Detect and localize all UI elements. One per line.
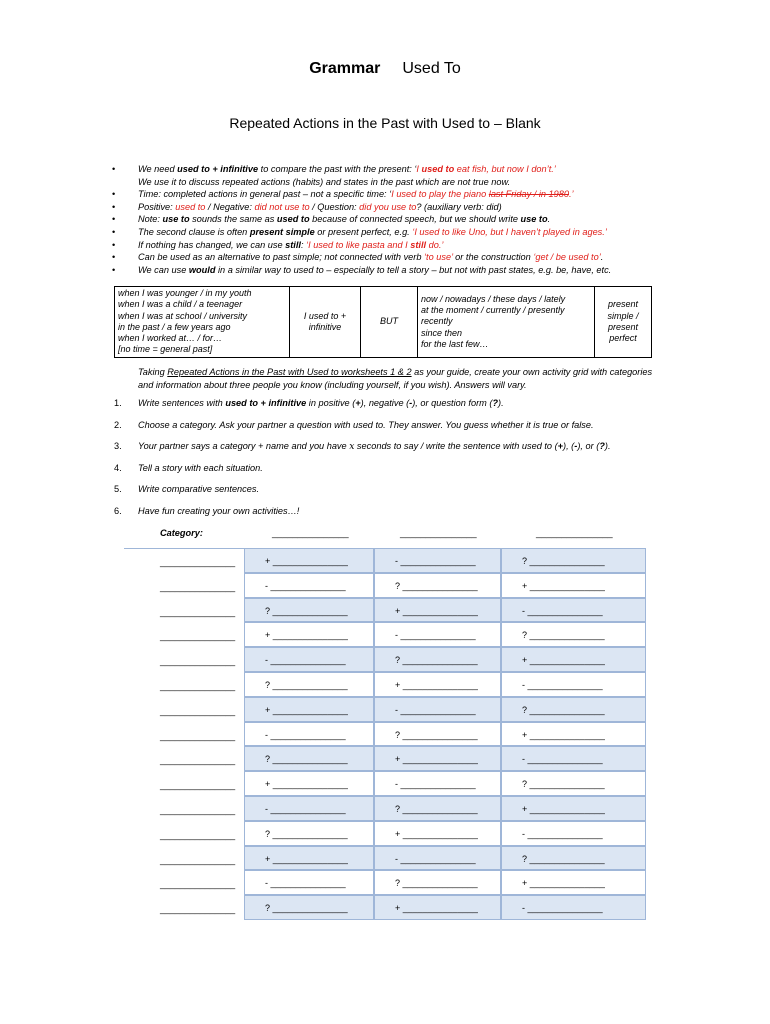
grid-cell[interactable] <box>244 870 374 895</box>
step-segment: Write sentences with <box>138 398 226 408</box>
grid-cell[interactable] <box>374 622 501 647</box>
present-tense-text: simple / <box>607 310 639 321</box>
rule-item <box>112 264 682 277</box>
rule-item <box>112 176 682 189</box>
answer-blank: ? _______________ <box>395 655 478 666</box>
bullet-icon: • <box>112 164 116 174</box>
grid-cell[interactable] <box>501 746 646 771</box>
grid-cell[interactable] <box>374 548 501 573</box>
step-segment: - <box>409 398 413 408</box>
grid-row <box>124 598 646 623</box>
steps-list <box>114 398 674 527</box>
step-segment: in positive ( <box>306 398 356 408</box>
used-to-text: infinitive <box>308 321 342 332</box>
grid-cell[interactable] <box>374 647 501 672</box>
page-subtitle: Repeated Actions in the Past with Used to – Blank <box>229 115 541 131</box>
bullet-icon: • <box>112 239 116 250</box>
grid-cell[interactable] <box>374 771 501 796</box>
rule-item <box>112 201 682 214</box>
past-expressions-cell <box>115 287 290 358</box>
grid-row <box>124 870 646 895</box>
present-tense-text: perfect <box>609 333 637 344</box>
grid-cell[interactable] <box>501 846 646 871</box>
answer-blank: ? _______________ <box>522 853 605 864</box>
present-expression: recently <box>421 316 453 327</box>
past-expression: when I was younger / in my youth <box>118 288 252 298</box>
grid-cell[interactable] <box>501 895 646 920</box>
grid-cell[interactable] <box>501 722 646 747</box>
step-item <box>114 441 674 463</box>
grid-cell[interactable] <box>374 796 501 821</box>
step-segment: - <box>574 441 578 451</box>
answer-blank: - _______________ <box>522 605 603 616</box>
rule-item <box>112 163 682 176</box>
rule-segment: still <box>410 239 427 250</box>
answer-blank: + _______________ <box>265 779 348 790</box>
rule-segment: or <box>314 226 328 237</box>
note-text-a: Taking <box>138 367 168 377</box>
answer-blank: + _______________ <box>265 704 348 715</box>
used-to-text: I used to + <box>303 310 347 321</box>
grid-cell[interactable] <box>244 622 374 647</box>
step-segment: ), negative ( <box>360 398 410 408</box>
rule-segment: .’ <box>568 189 574 200</box>
category-blank-1: _______________ <box>272 528 349 538</box>
grid-cell[interactable] <box>244 573 374 598</box>
answer-blank: - _______________ <box>522 903 603 914</box>
grid-cell[interactable] <box>244 548 374 573</box>
step-segment: ), ( <box>563 441 575 451</box>
rule-segment: used to <box>276 214 310 225</box>
grid-cell[interactable] <box>244 895 374 920</box>
answer-blank: - _______________ <box>265 878 346 889</box>
rule-segment: ‘to use’ <box>424 252 453 263</box>
answer-blank: - _______________ <box>265 580 346 591</box>
answer-blank: + _______________ <box>395 828 478 839</box>
activity-grid <box>124 548 646 920</box>
rule-segment: eat fish, but now I don’t.’ <box>454 164 556 174</box>
step-number: 3. <box>114 441 122 451</box>
person-name-blank[interactable]: _______________ <box>160 581 236 592</box>
grid-row <box>124 746 646 771</box>
rule-segment: use to <box>520 214 548 225</box>
rule-segment: . <box>547 214 551 225</box>
rule-segment: used to <box>175 201 206 212</box>
present-expressions-cell <box>418 287 595 358</box>
past-expression: when I worked at… / for… <box>118 333 223 344</box>
answer-blank: ? _______________ <box>265 605 348 616</box>
answer-blank: + _______________ <box>395 754 478 765</box>
present-tense-text: present <box>607 299 639 310</box>
person-name-blank[interactable]: _______________ <box>160 854 236 865</box>
person-name-blank[interactable]: _______________ <box>160 705 236 716</box>
grid-row <box>124 573 646 598</box>
answer-blank: ? _______________ <box>395 803 478 814</box>
answer-blank: ? _______________ <box>265 828 348 839</box>
grid-cell[interactable] <box>374 846 501 871</box>
rule-segment: would <box>188 264 216 275</box>
step-segment: Write comparative sentences. <box>138 484 260 494</box>
grid-cell[interactable] <box>374 821 501 846</box>
rule-segment: in a similar way to used to – especially to tell a story – but not with past states, e.g. be, have, etc. <box>215 264 612 275</box>
answer-blank: ? _______________ <box>395 580 478 591</box>
past-expression: [no time = general past] <box>118 344 213 355</box>
step-segment: ), or ( <box>577 441 600 451</box>
rule-segment: We can use <box>138 264 189 275</box>
rule-segment: Note: <box>138 214 163 225</box>
step-number: 2. <box>114 419 122 430</box>
answer-blank: + _______________ <box>395 679 478 690</box>
answer-blank: - _______________ <box>395 853 476 864</box>
rule-segment: do.’ <box>426 239 444 250</box>
grid-cell[interactable] <box>374 895 501 920</box>
grid-cell[interactable] <box>244 598 374 623</box>
answer-blank: ? _______________ <box>265 679 348 690</box>
rule-segment: ‘I used to like pasta and I <box>306 239 411 250</box>
step-number: 1. <box>114 398 122 408</box>
person-name-blank[interactable]: _______________ <box>160 656 236 667</box>
time-expressions-table <box>114 286 652 358</box>
rule-item <box>112 188 682 201</box>
rule-item <box>112 239 682 252</box>
rule-segment: or the construction <box>452 252 534 263</box>
answer-blank: - _______________ <box>265 803 346 814</box>
grid-cell[interactable] <box>244 846 374 871</box>
grid-row <box>124 672 646 697</box>
present-expression: at the moment / currently / presently <box>421 304 565 315</box>
person-name-blank[interactable]: _______________ <box>160 606 236 617</box>
answer-blank: ? _______________ <box>395 878 478 889</box>
rule-segment: still <box>285 239 301 250</box>
rule-segment: Time: completed actions in general past – not a specific time: ‘ <box>138 189 392 200</box>
grid-cell[interactable] <box>501 573 646 598</box>
grid-cell[interactable] <box>244 796 374 821</box>
step-segment: x <box>349 441 355 452</box>
present-expression: for the last few… <box>421 338 489 349</box>
step-segment: + <box>355 398 361 408</box>
grid-row <box>124 771 646 796</box>
step-item <box>114 420 674 442</box>
category-header <box>160 528 630 538</box>
step-segment: ? <box>492 398 499 408</box>
rule-segment: I used to play the piano <box>391 189 489 200</box>
step-segment: Tell a story with each situation. <box>138 462 263 473</box>
answer-blank: ? _______________ <box>522 630 605 641</box>
grid-cell[interactable] <box>501 548 646 573</box>
worksheets-reference: Repeated Actions in the Past with Used to worksheets 1 & 2 <box>167 367 412 377</box>
answer-blank: ? _______________ <box>522 556 605 566</box>
answer-blank: + _______________ <box>522 878 605 889</box>
grid-row <box>124 722 646 747</box>
answer-blank: + _______________ <box>522 803 605 814</box>
grid-cell[interactable] <box>244 771 374 796</box>
rule-segment: ? (auxiliary verb: did) <box>416 201 502 212</box>
but-cell: BUT <box>361 287 418 358</box>
rule-segment: , e.g. <box>389 226 413 237</box>
grid-row <box>124 622 646 647</box>
grid-row <box>124 895 646 920</box>
grid-cell[interactable] <box>501 598 646 623</box>
grid-cell[interactable] <box>501 870 646 895</box>
grid-cell[interactable] <box>501 672 646 697</box>
grid-cell[interactable] <box>244 672 374 697</box>
answer-blank: - _______________ <box>265 729 346 740</box>
rule-segment: because of connected speech, but we should write <box>309 214 521 225</box>
grid-cell[interactable] <box>374 722 501 747</box>
present-tense-text: present <box>607 321 639 332</box>
category-label: Category: <box>160 528 203 538</box>
answer-blank: ? _______________ <box>265 903 348 914</box>
title-grammar: Grammar <box>309 60 381 77</box>
step-item <box>114 463 674 485</box>
grid-cell[interactable] <box>244 697 374 722</box>
used-to-infinitive-cell <box>290 287 361 358</box>
grid-cell[interactable] <box>244 722 374 747</box>
grid-row <box>124 647 646 672</box>
grid-cell[interactable] <box>374 672 501 697</box>
person-name-blank[interactable]: _______________ <box>160 755 236 766</box>
person-name-blank[interactable]: _______________ <box>160 730 236 741</box>
grid-cell[interactable] <box>244 821 374 846</box>
rule-segment: / Question: <box>309 201 360 212</box>
rule-segment: ‘get / be used to’ <box>533 252 601 263</box>
step-segment: ? <box>599 441 605 451</box>
bullet-icon: • <box>112 189 116 200</box>
rule-segment: did not use to <box>254 201 310 212</box>
past-expression: when I was at school / university <box>118 310 248 321</box>
step-segment: ). <box>498 398 504 408</box>
rule-segment: used to <box>421 164 455 174</box>
step-segment: ), or question form ( <box>412 398 493 408</box>
rule-segment: The second clause is often <box>138 226 250 237</box>
grid-cell[interactable] <box>374 598 501 623</box>
answer-blank: + _______________ <box>522 655 605 666</box>
answer-blank: - _______________ <box>522 828 603 839</box>
rule-segment: Can be used as an alternative to past simple; not connected with verb <box>138 252 425 263</box>
answer-blank: - _______________ <box>395 779 476 790</box>
step-number: 4. <box>114 462 122 473</box>
bullet-icon: • <box>112 252 116 263</box>
grid-cell[interactable] <box>501 697 646 722</box>
grid-cell[interactable] <box>374 870 501 895</box>
person-name-blank[interactable]: _______________ <box>160 904 236 915</box>
person-name-blank[interactable]: _______________ <box>160 631 236 642</box>
answer-blank: + _______________ <box>265 556 348 566</box>
grid-cell[interactable] <box>374 746 501 771</box>
rule-segment: present perfect <box>328 226 390 237</box>
page-title <box>0 60 770 78</box>
rule-segment: use to <box>162 214 190 225</box>
grid-cell[interactable] <box>501 771 646 796</box>
bullet-icon: • <box>112 214 116 225</box>
person-name-blank[interactable]: _______________ <box>160 879 236 890</box>
step-segment: used to + infinitive <box>225 398 307 408</box>
step-number: 5. <box>114 484 122 494</box>
grid-cell[interactable] <box>501 821 646 846</box>
grid-cell[interactable] <box>501 647 646 672</box>
step-segment: seconds to say / write the sentence with used to ( <box>354 441 558 451</box>
rule-item <box>112 213 682 226</box>
grid-cell[interactable] <box>244 746 374 771</box>
answer-blank: ? _______________ <box>395 729 478 740</box>
rule-segment: If nothing has changed, we can use <box>138 239 286 250</box>
step-segment: + <box>557 441 564 451</box>
answer-blank: + _______________ <box>395 903 478 914</box>
step-item <box>114 484 674 506</box>
answer-blank: + _______________ <box>265 853 348 864</box>
instructions-note <box>138 366 658 391</box>
person-name-blank[interactable]: _______________ <box>160 780 236 791</box>
rule-segment: / Negative: <box>205 201 255 212</box>
answer-blank: ? _______________ <box>522 704 605 715</box>
bullet-icon: • <box>112 264 116 275</box>
answer-blank: ? _______________ <box>522 779 605 790</box>
rule-item <box>112 251 682 264</box>
step-item <box>114 506 674 528</box>
rule-segment: Positive: <box>138 201 176 212</box>
rule-segment: : <box>300 239 307 250</box>
person-name-blank[interactable]: _______________ <box>160 829 236 840</box>
grid-cell[interactable] <box>501 796 646 821</box>
answer-blank: ? _______________ <box>265 754 348 765</box>
step-segment: Your partner says a category + name and you have <box>138 441 350 451</box>
rule-segment: used to + infinitive <box>177 164 259 174</box>
step-number: 6. <box>114 505 122 516</box>
person-name-blank[interactable]: _______________ <box>160 804 236 815</box>
rule-segment: present simple <box>249 226 315 237</box>
answer-blank: - _______________ <box>522 754 603 765</box>
past-expression: when I was a child / a teenager <box>118 299 243 310</box>
grid-row <box>124 697 646 722</box>
bullet-icon: • <box>112 226 116 237</box>
grid-cell[interactable] <box>501 622 646 647</box>
rule-segment: sounds the same as <box>189 214 277 225</box>
grid-row <box>124 548 646 573</box>
rule-segment: . <box>600 252 604 263</box>
category-blank-2: _______________ <box>400 528 477 538</box>
answer-blank: - _______________ <box>395 630 476 641</box>
rule-segment: I <box>416 164 422 174</box>
rule-segment: to compare the past with the present: ‘ <box>258 164 417 174</box>
note-text-b: as your guide, create your own activity grid with categories and information about three people you know (including yourself, if you wish). Answers will vary. <box>138 367 653 390</box>
person-name-blank[interactable]: _______________ <box>160 680 236 691</box>
step-segment: Choose a category. Ask your partner a question with used to. They answer. You guess whether it is true or false. <box>138 419 594 430</box>
answer-blank: - _______________ <box>265 655 346 666</box>
rule-item <box>112 226 682 239</box>
grid-cell[interactable] <box>374 573 501 598</box>
title-topic: Used To <box>402 60 461 77</box>
answer-blank: - _______________ <box>395 556 476 566</box>
answer-blank: + _______________ <box>522 580 605 591</box>
person-name-blank[interactable]: _______________ <box>160 557 236 567</box>
rule-segment: We use it to discuss repeated actions (habits) and states in the past which are not true now. <box>138 176 511 187</box>
answer-blank: + _______________ <box>522 729 605 740</box>
bullet-icon: • <box>112 201 116 212</box>
category-blank-3: _______________ <box>536 528 613 538</box>
grid-row <box>124 821 646 846</box>
answer-blank: + _______________ <box>265 630 348 641</box>
grid-row <box>124 846 646 871</box>
step-item <box>114 398 674 420</box>
answer-blank: + _______________ <box>395 605 478 616</box>
rule-segment: last Friday / in 1980 <box>488 189 569 200</box>
rules-list <box>112 163 682 276</box>
present-tense-cell <box>595 287 652 358</box>
present-expression: now / nowadays / these days / lately <box>421 293 566 304</box>
past-expression: in the past / a few years ago <box>118 321 231 332</box>
grid-cell[interactable] <box>374 697 501 722</box>
rule-segment: ‘I used to like Uno, but I haven’t played in ages.’ <box>412 226 607 237</box>
answer-blank: - _______________ <box>395 704 476 715</box>
step-segment: ). <box>604 441 611 451</box>
grid-cell[interactable] <box>244 647 374 672</box>
answer-blank: - _______________ <box>522 679 603 690</box>
rule-segment: did you use to <box>359 201 417 212</box>
present-expression: since then <box>421 327 463 338</box>
rule-segment: We need <box>138 164 178 174</box>
grid-row <box>124 796 646 821</box>
step-segment: Have fun creating your own activities…! <box>138 505 300 516</box>
